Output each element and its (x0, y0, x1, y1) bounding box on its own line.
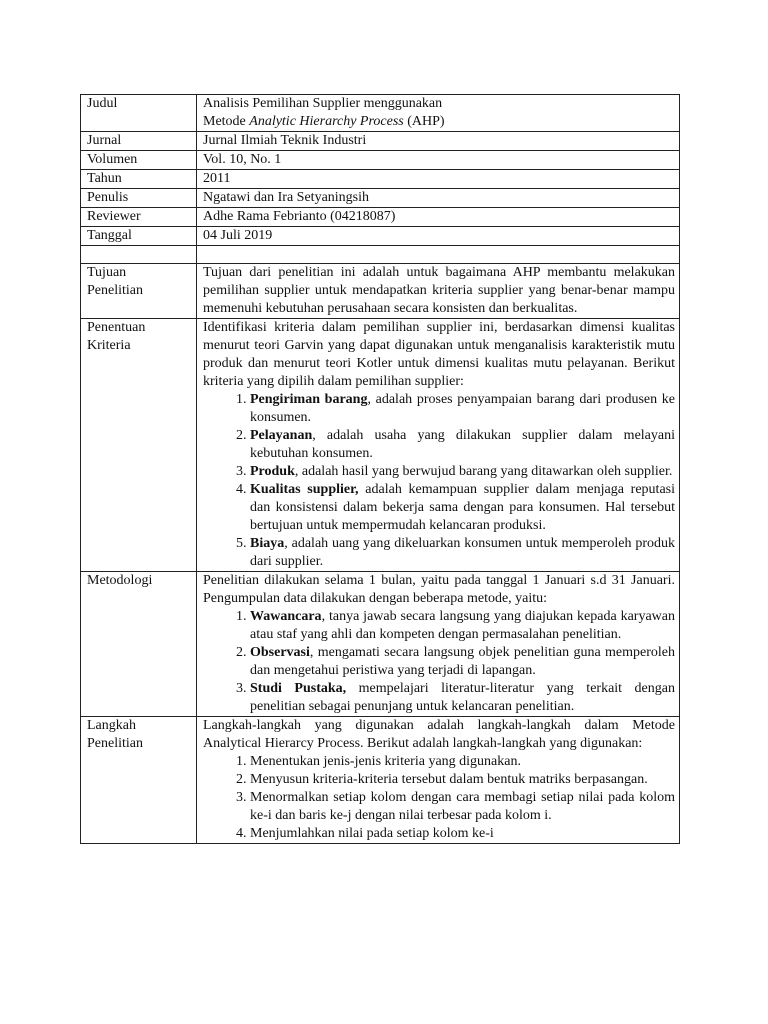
langkah-label-line2: Penelitian (87, 736, 143, 751)
metodologi-list (203, 608, 675, 716)
row-spacer (81, 246, 680, 264)
tanggal-value: 04 Juli 2019 (197, 227, 680, 246)
reviewer-label: Reviewer (81, 208, 197, 227)
tujuan-text: Tujuan dari penelitian ini adalah untuk bagaimana AHP membantu melakukan pemilihan supplier untuk mendapatkan kriteria supplier yang benar-benar mampu memenuhi kebutuhan perusahaan secara konsisten dan berkualitas. (197, 264, 680, 319)
volumen-label: Volumen (81, 151, 197, 170)
judul-line2-italic: Analytic Hierarchy Process (249, 114, 404, 129)
tahun-label: Tahun (81, 170, 197, 189)
metodologi-label: Metodologi (81, 572, 197, 717)
item-desc: mempelajari literatur-literatur yang terkait dengan penelitian sebagai penunjang untuk kelancaran penelitian. (250, 681, 675, 714)
row-langkah (81, 717, 680, 844)
tujuan-label (81, 264, 197, 319)
item-desc: , mengamati secara langsung objek penelitian guna memperoleh dan mengetahui peristiwa yang terjadi di lapangan. (250, 645, 675, 678)
reviewer-value: Adhe Rama Febrianto (04218087) (197, 208, 680, 227)
review-table (80, 94, 680, 844)
tujuan-label-line2: Penelitian (87, 283, 143, 298)
item-desc: , adalah proses penyampaian barang dari produsen ke konsumen. (250, 392, 675, 425)
list-item: 1. Menentukan jenis-jenis kriteria yang digunakan. (250, 753, 675, 771)
list-item (250, 427, 675, 463)
penentuan-label-line1: Penentuan (87, 320, 146, 335)
tanggal-label: Tanggal (81, 227, 197, 246)
tahun-value: 2011 (197, 170, 680, 189)
item-desc: , adalah hasil yang berwujud barang yang ditawarkan oleh supplier. (294, 464, 673, 479)
judul-line1: Analisis Pemilihan Supplier menggunakan (203, 96, 443, 111)
item-term: Observasi (250, 645, 310, 660)
penentuan-content (197, 319, 680, 572)
judul-value (197, 95, 680, 132)
row-reviewer (81, 208, 680, 227)
row-tahun (81, 170, 680, 189)
langkah-list (203, 753, 675, 843)
list-item (250, 391, 675, 427)
metodologi-content (197, 572, 680, 717)
penentuan-label-line2: Kriteria (87, 338, 131, 353)
langkah-content (197, 717, 680, 844)
list-item: 2. Menyusun kriteria-kriteria tersebut dalam bentuk matriks berpasangan. (250, 771, 675, 789)
penulis-value: Ngatawi dan Ira Setyaningsih (197, 189, 680, 208)
item-desc: adalah kemampuan supplier dalam menjaga reputasi dan konsistensi dalam bekerja sama dengan para konsumen. Hal tersebut bertujuan untuk mempermudah kelancaran produksi. (250, 482, 675, 533)
list-item (250, 644, 675, 680)
metodologi-intro: Penelitian dilakukan selama 1 bulan, yaitu pada tanggal 1 Januari s.d 31 Januari. Pengumpulan data dilakukan dengan beberapa metode, yaitu: (203, 573, 675, 606)
list-item (250, 535, 675, 571)
list-item: 3. Menormalkan setiap kolom dengan cara membagi setiap nilai pada kolom ke-i dan baris ke-j dengan nilai terbesar pada kolom i. (250, 789, 675, 825)
item-term: Pengiriman barang (250, 392, 368, 407)
item-desc: , adalah uang yang dikeluarkan konsumen untuk memperoleh produk dari supplier. (250, 536, 675, 569)
row-volumen (81, 151, 680, 170)
judul-line2-prefix: Metode (203, 114, 250, 129)
penulis-label: Penulis (81, 189, 197, 208)
item-desc: , tanya jawab secara langsung yang diajukan kepada karyawan atau staf yang ahli dan kompeten dengan permasalahan penelitian. (250, 609, 675, 642)
item-term: Wawancara (250, 609, 322, 624)
jurnal-value: Jurnal Ilmiah Teknik Industri (197, 132, 680, 151)
item-term: Produk (250, 464, 295, 479)
row-jurnal (81, 132, 680, 151)
row-tanggal (81, 227, 680, 246)
penentuan-intro: Identifikasi kriteria dalam pemilihan supplier ini, berdasarkan dimensi kualitas menurut teori Garvin yang dapat digunakan untuk menganalisis karakteristik mutu produk dan menurut teori Kotler untuk dimensi kualitas mutu pelayanan. Berikut kriteria yang dipilih dalam pemilihan supplier: (203, 320, 675, 389)
tujuan-label-line1: Tujuan (87, 265, 127, 280)
spacer-cell-right (197, 246, 680, 264)
row-metodologi (81, 572, 680, 717)
langkah-label (81, 717, 197, 844)
item-term: Studi Pustaka, (250, 681, 347, 696)
item-term: Kualitas supplier, (250, 482, 359, 497)
spacer-cell-left (81, 246, 197, 264)
penentuan-list (203, 391, 675, 571)
volumen-value: Vol. 10, No. 1 (197, 151, 680, 170)
item-term: Biaya (250, 536, 285, 551)
row-tujuan (81, 264, 680, 319)
list-item (250, 463, 675, 481)
item-desc: , adalah usaha yang dilakukan supplier dalam melayani kebutuhan konsumen. (250, 428, 675, 461)
langkah-label-line1: Langkah (87, 718, 136, 733)
list-item: 4. Menjumlahkan nilai pada setiap kolom ke-i (250, 825, 675, 843)
jurnal-label: Jurnal (81, 132, 197, 151)
list-item (250, 608, 675, 644)
item-term: Pelayanan (250, 428, 313, 443)
list-item (250, 481, 675, 535)
penentuan-label (81, 319, 197, 572)
langkah-intro: Langkah-langkah yang digunakan adalah langkah-langkah dalam Metode Analytical Hierarcy Process. Berikut adalah langkah-langkah yang digunakan: (203, 718, 675, 751)
row-judul (81, 95, 680, 132)
row-penulis (81, 189, 680, 208)
list-item (250, 680, 675, 716)
row-penentuan (81, 319, 680, 572)
judul-line2-suffix: (AHP) (403, 114, 445, 129)
judul-label: Judul (81, 95, 197, 132)
